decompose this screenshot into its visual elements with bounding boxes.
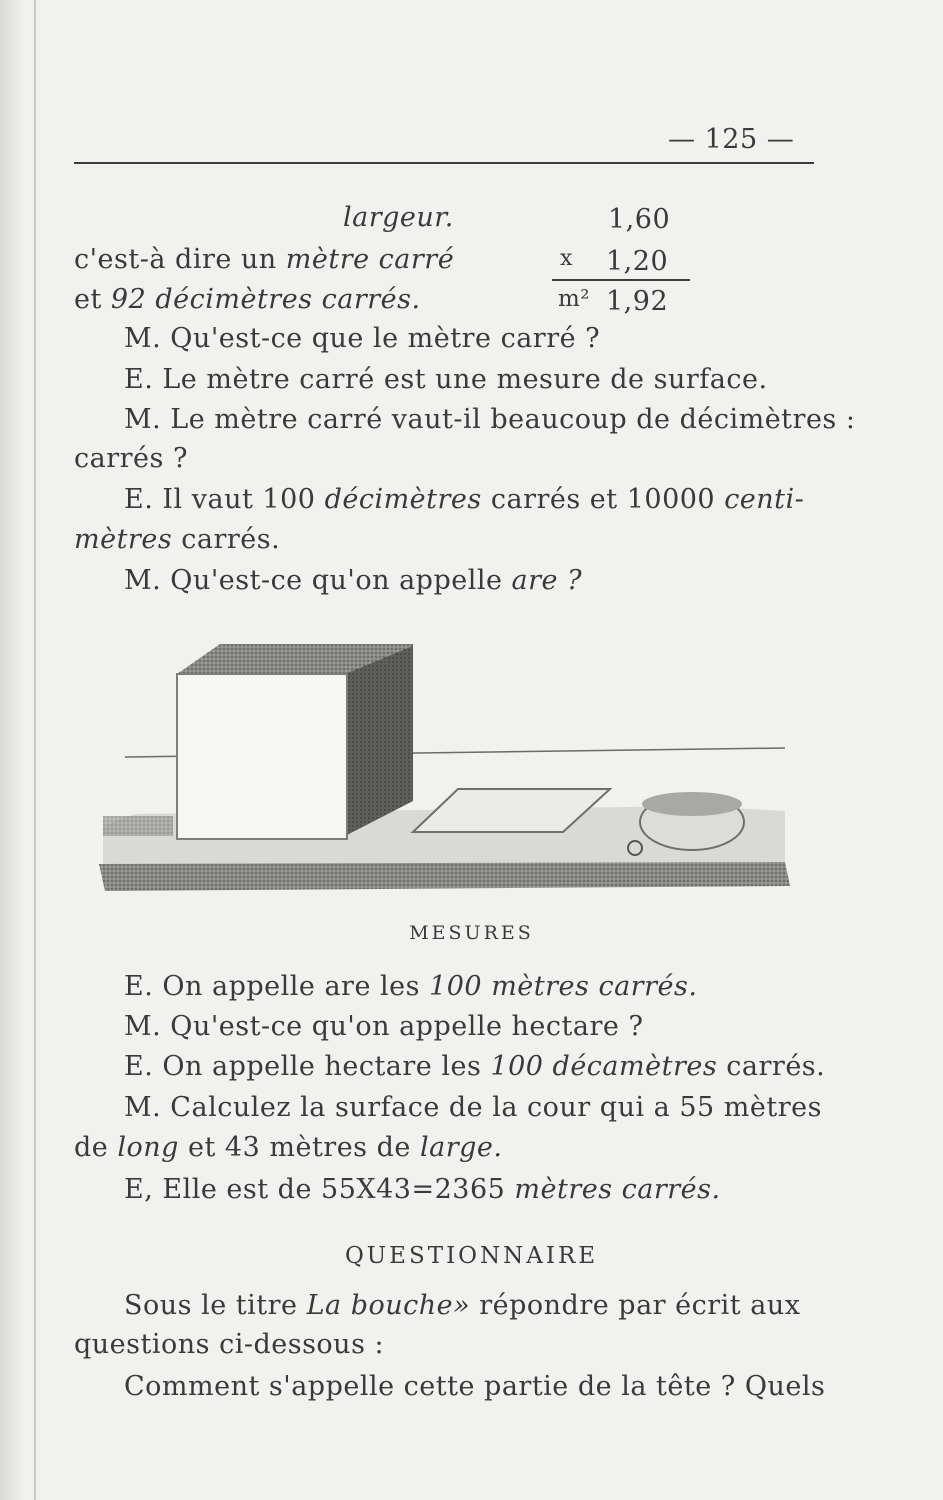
dialogue-text: carrés et 10000 [481,484,725,515]
calc-line-3-italic: 92 décimètres carrés. [110,284,421,315]
dialogue-line [124,486,804,513]
questionnaire-line [124,1292,800,1319]
header-rule [74,162,814,164]
calc-value-2: 1,20 [606,246,669,277]
cylinder-top [642,792,742,816]
dialogue-line: M. Calculez la surface de la cour qui a 55 mètres [124,1092,822,1123]
questionnaire-italic: La bouche» [306,1290,471,1321]
dialogue-text: de [74,1132,118,1163]
calc-line-3 [74,286,421,313]
dialogue-text: E. On appelle are les [124,971,430,1002]
dialogue-italic: 100 décamètres [490,1051,718,1082]
dialogue-italic: large. [419,1132,503,1163]
page-number: — 125 — [668,124,795,155]
base-board-front [99,862,790,891]
questionnaire-line: questions ci-dessous : [74,1329,385,1360]
dialogue-text: M. Qu'est-ce qu'on appelle [124,565,512,596]
questionnaire-text: répondre par écrit aux [470,1290,801,1321]
page-edge [0,0,22,1500]
calc-line-2 [74,246,454,273]
calc-line-2-italic: mètre carré [285,244,455,275]
dialogue-line [74,526,280,553]
dialogue-text: et 43 mètres de [178,1132,420,1163]
calc-line-2-text: c'est-à dire un [74,244,286,275]
calc-line-3-text: et [74,284,111,315]
questionnaire-line: Comment s'appelle cette partie de la tête ? Quels [124,1371,826,1402]
page-fold-line [34,0,36,1500]
dialogue-text: E, Elle est de 55X43=2365 [124,1174,515,1205]
dialogue-line [124,1053,825,1080]
figure-caption: MESURES [409,922,534,944]
dialogue-line [124,567,582,594]
dialogue-line: M. Le mètre carré vaut-il beaucoup de décimètres : [124,404,856,435]
calc-label-width: largeur. [343,202,454,233]
dialogue-line: carrés ? [74,443,188,474]
dialogue-italic: décimètres [324,484,482,515]
measures-illustration [95,636,795,901]
dialogue-italic: mètres [74,524,173,555]
dialogue-text: carrés. [172,524,281,555]
calc-result: 1,92 [606,286,669,317]
calc-unit: m² [558,286,591,312]
dialogue-line: M. Qu'est-ce qu'on appelle hectare ? [124,1011,644,1042]
dialogue-line [74,1134,502,1161]
dialogue-text: E. On appelle hectare les [124,1051,491,1082]
cube-side [345,646,413,836]
dialogue-line: E. Le mètre carré est une mesure de surface. [124,364,768,395]
dialogue-text: carrés. [717,1051,826,1082]
questionnaire-text: Sous le titre [124,1290,307,1321]
dialogue-italic: are ? [511,565,583,596]
dialogue-line: M. Qu'est-ce que le mètre carré ? [124,323,601,354]
dialogue-italic: centi- [724,484,805,515]
board-shadow [103,816,173,836]
questionnaire-title: QUESTIONNAIRE [344,1243,599,1269]
calc-value-1: 1,60 [608,204,671,235]
calc-mult-sign: x [560,246,573,271]
dialogue-italic: mètres carrés. [514,1174,721,1205]
dialogue-italic: 100 mètres carrés. [429,971,698,1002]
dialogue-line [124,973,697,1000]
cube-front [177,674,347,839]
dialogue-line [124,1176,721,1203]
dialogue-italic: long [117,1132,179,1163]
dialogue-text: E. Il vaut 100 [124,484,325,515]
calc-sum-rule [552,279,690,281]
